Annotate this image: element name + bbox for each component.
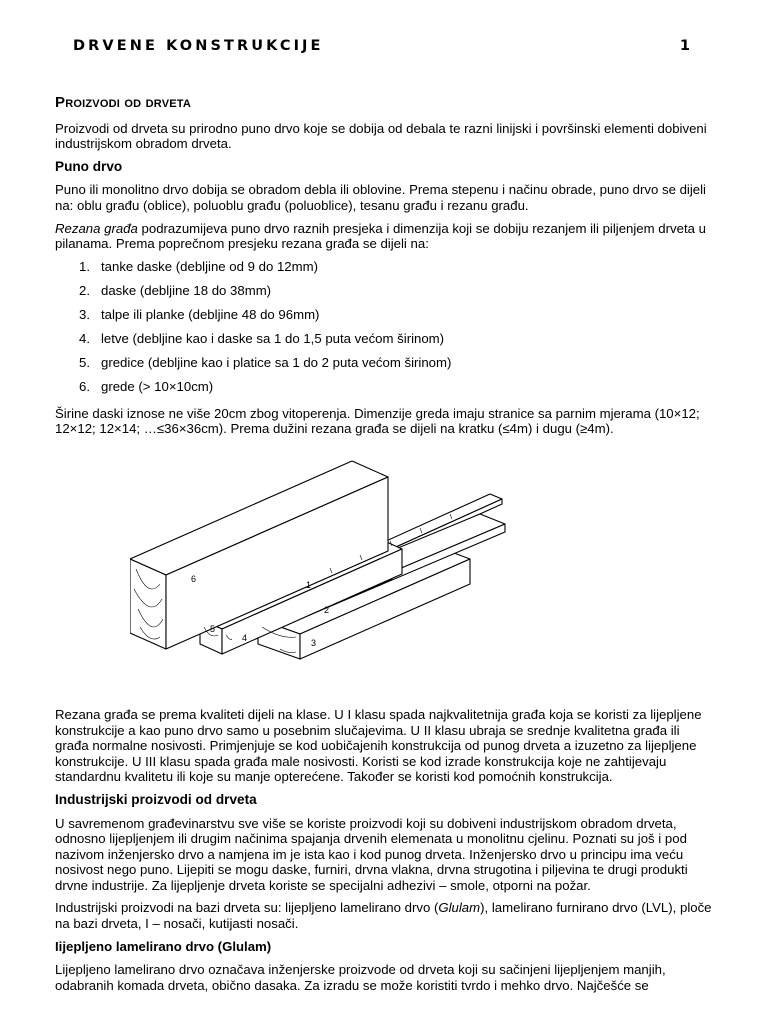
paragraph-text: Industrijski proizvodi na bazi drveta su: lijepljeno lamelirano drvo ( — [55, 900, 439, 916]
list-item — [55, 355, 715, 379]
emphasis-text: Glulam — [438, 900, 481, 916]
paragraph-text: ), lamelirano furnirano drvo (LVL), ploče na bazi drveta, I – nosači, kutijasti nosači. — [55, 900, 712, 932]
paragraph: Puno ili monolitno drvo dobija se obradom debla ili oblovine. Prema stepenu i načinu obrade, puno drvo se dijeli na: oblu građu (oblice), poluoblu građu (poluoblice), tesanu građu i rezanu građu. — [55, 182, 706, 213]
list-item-text: talpe ili planke (debljine 48 do 96mm) — [101, 306, 320, 322]
list-item-text: tanke daske (debljine od 9 do 12mm) — [101, 258, 318, 274]
subheading-puno-drvo: Puno drvo — [55, 158, 123, 174]
figure-label: 1 — [306, 579, 312, 590]
figure-label: 6 — [191, 573, 197, 584]
list-number: 4. — [79, 330, 90, 346]
page-number: 1 — [679, 38, 690, 54]
lumber-figure — [55, 449, 715, 689]
list-item-text: gredice (debljine kao i platice sa 1 do 2 puta većom širinom) — [101, 354, 452, 370]
emphasis-text: Rezana građa — [55, 220, 138, 236]
list-item — [55, 379, 715, 403]
list-item-text: daske (debljine 18 do 38mm) — [101, 282, 272, 298]
paragraph-text: podrazumijeva puno drvo raznih presjeka i dimenzija koji se dobiju rezanjem ili piljenjem drveta u pilanama. Prema poprečnom presjeku rezana građa se dijeli na: — [55, 220, 706, 252]
list-number: 5. — [79, 354, 90, 370]
figure-label: 2 — [324, 604, 330, 615]
paragraph: U savremenom građevinarstvu sve više se koriste proizvodi koji su dobiveni industrijskom obradom drveta, odnosno lijepljenjem ili drugim načinima spajanja drvenih elemenata u monolitnu cjelinu. Poznati su još i pod nazivom inženjersko drvo a namjena im je ista kao i kod punog drveta. Inženjersko drvo u principu ima veću nosivost nego puno. Lijepiti se mogu daske, furniri, drvna vlakna, drvna strugotina i piljevina te drugi produkti drvne industrije. Za lijepljenje drveta koriste se specijalni adhezivi – smole, otporni na požar. — [55, 815, 688, 893]
numbered-list — [55, 259, 715, 403]
paragraph: Rezana građa se prema kvaliteti dijeli na klase. U I klasu spada najkvalitetnija građa koja se koristi za lijepljene konstrukcije a kao puno drvo samo u posebnim slučajevima. U II klasu ubraja se srednje kvalitetna građa ili građa normalne nosivosti. Primjenjuje se kod uobičajenih konstrukcija od punog drveta a izuzetno za lijepljene konstrukcije. U III klasu spada građa male nosivosti. Koristi se kod izrade konstrukcija koje ne zahtijevaju standardnu kvalitetu ili koje su manje opterećene. Također se koristi kod pomoćnih konstrukcija. — [55, 706, 702, 785]
list-item — [55, 259, 715, 283]
subheading-glulam: Iijepljeno lamelirano drvo (Glulam) — [55, 938, 272, 954]
list-item — [55, 331, 715, 355]
document-body — [55, 95, 715, 1000]
header-title: DRVENE KONSTRUKCIJE — [73, 38, 324, 54]
beam-6-end — [130, 559, 166, 649]
figure-label: 4 — [242, 632, 248, 643]
list-number: 3. — [79, 306, 90, 322]
list-item — [55, 307, 715, 331]
list-number: 1. — [79, 258, 90, 274]
running-header — [73, 38, 690, 60]
paragraph-products — [55, 900, 715, 931]
intro-paragraph: Proizvodi od drveta su prirodno puno drvo koje se dobija od debala te razni linijski i površinski elementi dobiveni industrijskom obradom drveta. — [55, 120, 707, 152]
section-heading: Proizvodi od drveta — [55, 94, 192, 111]
list-item-text: grede (> 10×10cm) — [101, 378, 214, 394]
list-number: 6. — [79, 378, 90, 394]
list-item-text: letve (debljine kao i daske sa 1 do 1,5 puta većom širinom) — [101, 330, 445, 346]
subheading-industrijski: Industrijski proizvodi od drveta — [55, 791, 257, 807]
figure-label: 3 — [311, 637, 317, 648]
paragraph-rezana-grada — [55, 221, 715, 252]
figure-label: 5 — [210, 623, 216, 634]
list-item — [55, 283, 715, 307]
lumber-illustration — [130, 449, 550, 679]
paragraph: Lijepljeno lamelirano drvo označava inženjerske proizvode od drveta koji su sačinjeni lijepljenjem manjih, odabranih komada drveta, obično dasaka. Za izradu se može koristiti tvrdo i mehko drvo. Najčešće se — [55, 962, 666, 993]
paragraph: Širine daski iznose ne više 20cm zbog vitoperenja. Dimenzije greda imaju stranice sa parnim mjerama (10×12; 12×12; 12×14; …≤36×36cm). Prema dužini rezana građa se dijeli na kratku (≤4m) i dugu (≥4m). — [55, 405, 700, 437]
list-number: 2. — [79, 282, 90, 298]
